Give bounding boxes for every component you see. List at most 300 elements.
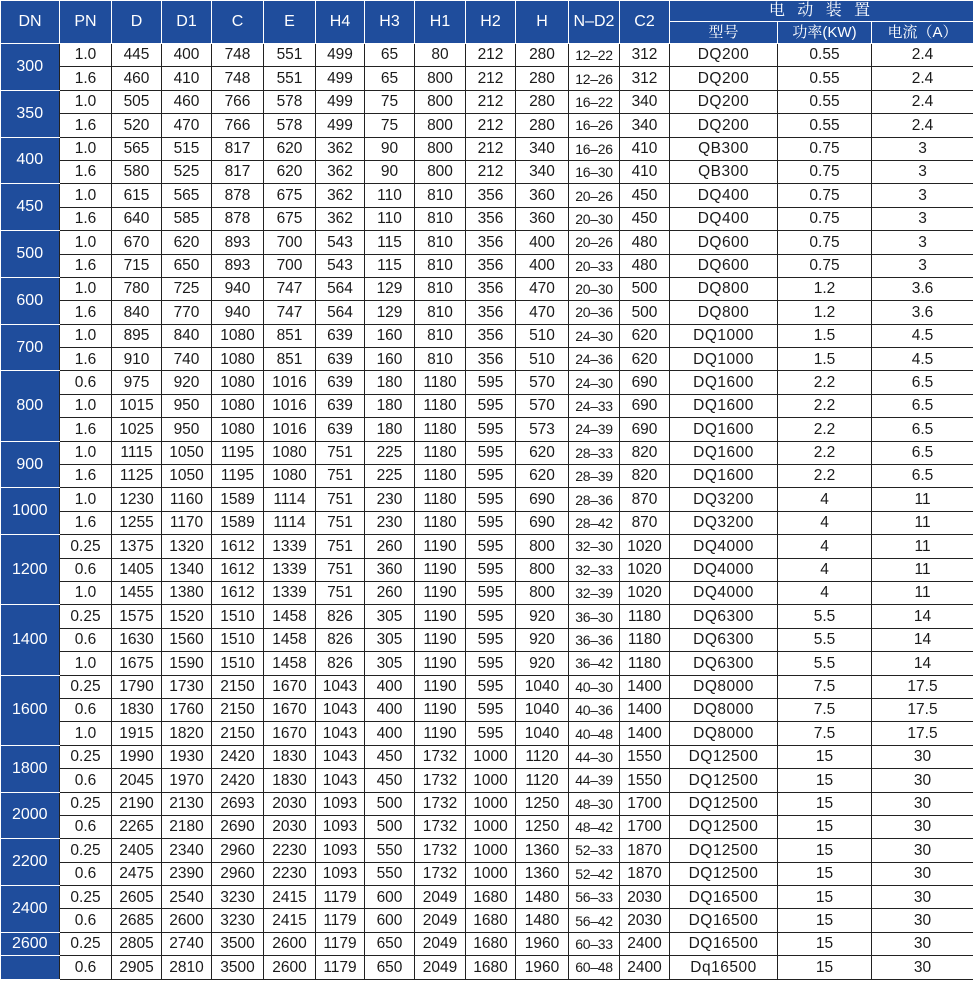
power-cell: 0.55	[778, 67, 872, 90]
table-row	[1, 675, 973, 698]
d1-cell: 1050	[162, 465, 212, 488]
table-row	[1, 371, 973, 394]
h3-cell: 450	[365, 769, 415, 792]
e-cell: 1670	[264, 698, 316, 721]
model-cell: QB300	[670, 160, 778, 183]
e-cell: 1016	[264, 371, 316, 394]
d-cell: 1025	[112, 418, 162, 441]
c-cell: 1510	[212, 628, 264, 651]
c2-cell: 2400	[620, 932, 670, 955]
power-cell: 7.5	[778, 722, 872, 745]
h4-cell: 543	[316, 254, 365, 277]
h1-cell: 800	[415, 137, 466, 160]
h-cell: 920	[516, 652, 569, 675]
e-cell: 700	[264, 231, 316, 254]
model-cell: DQ200	[670, 44, 778, 67]
h2-cell: 595	[466, 394, 516, 417]
h1-cell: 1180	[415, 465, 466, 488]
h2-cell: 212	[466, 137, 516, 160]
h2-cell: 212	[466, 160, 516, 183]
d1-cell: 410	[162, 67, 212, 90]
h3-cell: 500	[365, 792, 415, 815]
d1-cell: 950	[162, 394, 212, 417]
d1-cell: 1820	[162, 722, 212, 745]
nd2-cell: 44–30	[569, 745, 620, 768]
c-cell: 2690	[212, 815, 264, 838]
h2-cell: 595	[466, 465, 516, 488]
nd2-cell: 56–33	[569, 886, 620, 909]
e-cell: 747	[264, 301, 316, 324]
header-electric-device: 电 动 装 置	[670, 1, 973, 22]
c-cell: 940	[212, 277, 264, 300]
h3-cell: 230	[365, 511, 415, 534]
model-cell: DQ4000	[670, 581, 778, 604]
nd2-cell: 48–30	[569, 792, 620, 815]
nd2-cell: 24–30	[569, 371, 620, 394]
c2-cell: 1400	[620, 722, 670, 745]
power-cell: 7.5	[778, 675, 872, 698]
h-cell: 573	[516, 418, 569, 441]
c-cell: 1195	[212, 441, 264, 464]
d-cell: 1830	[112, 698, 162, 721]
power-cell: 1.5	[778, 348, 872, 371]
h4-cell: 751	[316, 535, 365, 558]
power-cell: 2.2	[778, 465, 872, 488]
d-cell: 715	[112, 254, 162, 277]
nd2-cell: 28–42	[569, 511, 620, 534]
dn-cell: 300	[1, 44, 60, 91]
h-cell: 340	[516, 160, 569, 183]
dn-cell: 500	[1, 231, 60, 278]
d-cell: 1790	[112, 675, 162, 698]
h3-cell: 225	[365, 465, 415, 488]
c-cell: 1612	[212, 581, 264, 604]
h4-cell: 639	[316, 348, 365, 371]
h2-cell: 1680	[466, 886, 516, 909]
table-row	[1, 114, 973, 137]
h4-cell: 826	[316, 605, 365, 628]
d-cell: 2475	[112, 862, 162, 885]
h-cell: 1040	[516, 722, 569, 745]
h1-cell: 1732	[415, 792, 466, 815]
current-cell: 11	[872, 488, 973, 511]
h4-cell: 1093	[316, 839, 365, 862]
table-row	[1, 488, 973, 511]
d-cell: 1990	[112, 745, 162, 768]
model-cell: DQ16500	[670, 909, 778, 932]
d1-cell: 2180	[162, 815, 212, 838]
h1-cell: 2049	[415, 932, 466, 955]
current-cell: 14	[872, 628, 973, 651]
pn-cell: 1.6	[60, 254, 112, 277]
e-cell: 1339	[264, 535, 316, 558]
d1-cell: 1560	[162, 628, 212, 651]
d-cell: 1125	[112, 465, 162, 488]
h3-cell: 115	[365, 231, 415, 254]
table-row	[1, 605, 973, 628]
h1-cell: 1180	[415, 441, 466, 464]
pn-cell: 1.0	[60, 441, 112, 464]
h1-cell: 2049	[415, 886, 466, 909]
model-cell: Dq16500	[670, 956, 778, 979]
h2-cell: 595	[466, 511, 516, 534]
e-cell: 1458	[264, 628, 316, 651]
e-cell: 2415	[264, 909, 316, 932]
d-cell: 670	[112, 231, 162, 254]
h1-cell: 1732	[415, 745, 466, 768]
e-cell: 1016	[264, 418, 316, 441]
power-cell: 0.75	[778, 254, 872, 277]
current-cell: 3	[872, 137, 973, 160]
c-cell: 748	[212, 44, 264, 67]
h2-cell: 1680	[466, 956, 516, 979]
h1-cell: 2049	[415, 956, 466, 979]
h4-cell: 1043	[316, 769, 365, 792]
h2-cell: 212	[466, 44, 516, 67]
d1-cell: 565	[162, 184, 212, 207]
pn-cell: 0.25	[60, 792, 112, 815]
c2-cell: 1550	[620, 745, 670, 768]
model-cell: DQ800	[670, 277, 778, 300]
d-cell: 2190	[112, 792, 162, 815]
pn-cell: 1.6	[60, 418, 112, 441]
d1-cell: 400	[162, 44, 212, 67]
model-cell: DQ4000	[670, 535, 778, 558]
h1-cell: 810	[415, 254, 466, 277]
dn-cell: 700	[1, 324, 60, 371]
table-row	[1, 745, 973, 768]
h-cell: 1480	[516, 909, 569, 932]
dn-cell: 1000	[1, 488, 60, 535]
power-cell: 15	[778, 932, 872, 955]
power-cell: 0.75	[778, 137, 872, 160]
c2-cell: 1400	[620, 675, 670, 698]
dn-cell: 400	[1, 137, 60, 184]
power-cell: 5.5	[778, 605, 872, 628]
c2-cell: 870	[620, 511, 670, 534]
model-cell: DQ200	[670, 67, 778, 90]
h3-cell: 600	[365, 909, 415, 932]
pn-cell: 0.6	[60, 909, 112, 932]
h1-cell: 1180	[415, 371, 466, 394]
pn-cell: 0.25	[60, 932, 112, 955]
d-cell: 520	[112, 114, 162, 137]
nd2-cell: 48–42	[569, 815, 620, 838]
c-cell: 2150	[212, 698, 264, 721]
nd2-cell: 20–36	[569, 301, 620, 324]
d1-cell: 470	[162, 114, 212, 137]
d1-cell: 650	[162, 254, 212, 277]
nd2-cell: 32–33	[569, 558, 620, 581]
model-cell: DQ1600	[670, 441, 778, 464]
h1-cell: 2049	[415, 909, 466, 932]
table-row	[1, 67, 973, 90]
h1-cell: 800	[415, 114, 466, 137]
power-cell: 15	[778, 769, 872, 792]
c-cell: 1080	[212, 348, 264, 371]
h3-cell: 65	[365, 44, 415, 67]
h2-cell: 595	[466, 698, 516, 721]
h1-cell: 810	[415, 324, 466, 347]
h-cell: 620	[516, 465, 569, 488]
current-cell: 4.5	[872, 324, 973, 347]
c2-cell: 480	[620, 231, 670, 254]
dn-cell: 1400	[1, 605, 60, 675]
h-cell: 280	[516, 90, 569, 113]
nd2-cell: 28–39	[569, 465, 620, 488]
table-row	[1, 652, 973, 675]
e-cell: 578	[264, 90, 316, 113]
h4-cell: 543	[316, 231, 365, 254]
e-cell: 1458	[264, 605, 316, 628]
e-cell: 2230	[264, 839, 316, 862]
c-cell: 1589	[212, 511, 264, 534]
h3-cell: 180	[365, 394, 415, 417]
h3-cell: 129	[365, 277, 415, 300]
current-cell: 17.5	[872, 675, 973, 698]
d-cell: 780	[112, 277, 162, 300]
current-cell: 30	[872, 815, 973, 838]
power-cell: 4	[778, 535, 872, 558]
c-cell: 2150	[212, 722, 264, 745]
d1-cell: 1760	[162, 698, 212, 721]
d-cell: 1915	[112, 722, 162, 745]
d1-cell: 740	[162, 348, 212, 371]
h3-cell: 305	[365, 652, 415, 675]
e-cell: 1114	[264, 511, 316, 534]
h3-cell: 260	[365, 535, 415, 558]
h-cell: 800	[516, 558, 569, 581]
c-cell: 817	[212, 160, 264, 183]
pn-cell: 1.6	[60, 207, 112, 230]
h4-cell: 1179	[316, 932, 365, 955]
h1-cell: 1180	[415, 488, 466, 511]
h2-cell: 595	[466, 628, 516, 651]
power-cell: 2.2	[778, 371, 872, 394]
current-cell: 30	[872, 769, 973, 792]
table-row	[1, 909, 973, 932]
c2-cell: 1180	[620, 628, 670, 651]
c-cell: 1510	[212, 605, 264, 628]
h4-cell: 751	[316, 441, 365, 464]
table-row	[1, 348, 973, 371]
c2-cell: 480	[620, 254, 670, 277]
c-cell: 1612	[212, 535, 264, 558]
dn-cell: 1200	[1, 535, 60, 605]
nd2-cell: 12–22	[569, 44, 620, 67]
c2-cell: 820	[620, 441, 670, 464]
e-cell: 1830	[264, 745, 316, 768]
dn-cell: 800	[1, 371, 60, 441]
dn-cell: 1600	[1, 675, 60, 745]
h-cell: 1960	[516, 956, 569, 979]
pn-cell: 0.6	[60, 862, 112, 885]
h2-cell: 1000	[466, 769, 516, 792]
c-cell: 1080	[212, 418, 264, 441]
header-d1: D1	[162, 1, 212, 44]
model-cell: DQ12500	[670, 745, 778, 768]
d-cell: 910	[112, 348, 162, 371]
power-cell: 1.2	[778, 277, 872, 300]
current-cell: 30	[872, 839, 973, 862]
h3-cell: 450	[365, 745, 415, 768]
power-cell: 0.75	[778, 184, 872, 207]
nd2-cell: 24–33	[569, 394, 620, 417]
dn-cell: 350	[1, 90, 60, 137]
h1-cell: 810	[415, 184, 466, 207]
current-cell: 6.5	[872, 418, 973, 441]
table-row	[1, 698, 973, 721]
pn-cell: 0.25	[60, 839, 112, 862]
pn-cell: 1.0	[60, 277, 112, 300]
h1-cell: 1732	[415, 862, 466, 885]
h2-cell: 212	[466, 90, 516, 113]
h-cell: 620	[516, 441, 569, 464]
c2-cell: 340	[620, 114, 670, 137]
nd2-cell: 20–30	[569, 207, 620, 230]
h4-cell: 826	[316, 652, 365, 675]
pn-cell: 1.0	[60, 44, 112, 67]
c2-cell: 1870	[620, 839, 670, 862]
pn-cell: 0.6	[60, 956, 112, 979]
d-cell: 2805	[112, 932, 162, 955]
model-cell: DQ3200	[670, 511, 778, 534]
pn-cell: 1.6	[60, 114, 112, 137]
pn-cell: 1.6	[60, 160, 112, 183]
pn-cell: 1.0	[60, 231, 112, 254]
h1-cell: 810	[415, 301, 466, 324]
d-cell: 615	[112, 184, 162, 207]
table-row	[1, 792, 973, 815]
h2-cell: 212	[466, 67, 516, 90]
power-cell: 0.55	[778, 114, 872, 137]
dn-cell: 2200	[1, 839, 60, 886]
d1-cell: 1930	[162, 745, 212, 768]
c2-cell: 1020	[620, 558, 670, 581]
d1-cell: 2340	[162, 839, 212, 862]
table-row	[1, 44, 973, 67]
model-cell: DQ3200	[670, 488, 778, 511]
e-cell: 2600	[264, 932, 316, 955]
nd2-cell: 36–42	[569, 652, 620, 675]
h1-cell: 1732	[415, 815, 466, 838]
pn-cell: 0.25	[60, 675, 112, 698]
pn-cell: 1.6	[60, 511, 112, 534]
header-h3: H3	[365, 1, 415, 44]
e-cell: 747	[264, 277, 316, 300]
nd2-cell: 32–39	[569, 581, 620, 604]
h-cell: 690	[516, 488, 569, 511]
c-cell: 1080	[212, 394, 264, 417]
pn-cell: 0.25	[60, 886, 112, 909]
d1-cell: 1160	[162, 488, 212, 511]
c2-cell: 620	[620, 324, 670, 347]
model-cell: DQ16500	[670, 932, 778, 955]
power-cell: 7.5	[778, 698, 872, 721]
h1-cell: 800	[415, 67, 466, 90]
c2-cell: 450	[620, 184, 670, 207]
current-cell: 3.6	[872, 277, 973, 300]
h2-cell: 595	[466, 418, 516, 441]
model-cell: DQ200	[670, 90, 778, 113]
h4-cell: 1093	[316, 815, 365, 838]
h1-cell: 810	[415, 277, 466, 300]
nd2-cell: 28–36	[569, 488, 620, 511]
h3-cell: 75	[365, 114, 415, 137]
current-cell: 30	[872, 862, 973, 885]
h3-cell: 650	[365, 956, 415, 979]
table-row	[1, 254, 973, 277]
h-cell: 800	[516, 535, 569, 558]
h4-cell: 1043	[316, 745, 365, 768]
pn-cell: 1.6	[60, 348, 112, 371]
d1-cell: 515	[162, 137, 212, 160]
h3-cell: 400	[365, 698, 415, 721]
nd2-cell: 16–30	[569, 160, 620, 183]
model-cell: DQ1000	[670, 348, 778, 371]
current-cell: 30	[872, 909, 973, 932]
c-cell: 2150	[212, 675, 264, 698]
c2-cell: 1180	[620, 605, 670, 628]
nd2-cell: 36–30	[569, 605, 620, 628]
h3-cell: 110	[365, 207, 415, 230]
current-cell: 30	[872, 956, 973, 979]
current-cell: 11	[872, 511, 973, 534]
h1-cell: 1180	[415, 511, 466, 534]
c2-cell: 1550	[620, 769, 670, 792]
current-cell: 30	[872, 792, 973, 815]
h4-cell: 639	[316, 418, 365, 441]
d-cell: 1230	[112, 488, 162, 511]
table-row	[1, 277, 973, 300]
current-cell: 30	[872, 745, 973, 768]
header-h4: H4	[316, 1, 365, 44]
current-cell: 3	[872, 231, 973, 254]
power-cell: 0.75	[778, 207, 872, 230]
d-cell: 2045	[112, 769, 162, 792]
pn-cell: 1.0	[60, 581, 112, 604]
nd2-cell: 40–30	[569, 675, 620, 698]
current-cell: 2.4	[872, 44, 973, 67]
d1-cell: 2600	[162, 909, 212, 932]
d-cell: 445	[112, 44, 162, 67]
h4-cell: 1179	[316, 909, 365, 932]
h3-cell: 260	[365, 581, 415, 604]
power-cell: 0.75	[778, 160, 872, 183]
h3-cell: 360	[365, 558, 415, 581]
h2-cell: 356	[466, 277, 516, 300]
current-cell: 14	[872, 605, 973, 628]
pn-cell: 1.0	[60, 90, 112, 113]
d-cell: 2265	[112, 815, 162, 838]
d1-cell: 840	[162, 324, 212, 347]
e-cell: 2030	[264, 792, 316, 815]
h3-cell: 650	[365, 932, 415, 955]
h1-cell: 810	[415, 207, 466, 230]
nd2-cell: 32–30	[569, 535, 620, 558]
model-cell: DQ400	[670, 207, 778, 230]
h1-cell: 1190	[415, 675, 466, 698]
h2-cell: 595	[466, 558, 516, 581]
h-cell: 360	[516, 184, 569, 207]
h2-cell: 1000	[466, 745, 516, 768]
h3-cell: 115	[365, 254, 415, 277]
h2-cell: 595	[466, 535, 516, 558]
power-cell: 4	[778, 488, 872, 511]
header-d: D	[112, 1, 162, 44]
c-cell: 3500	[212, 932, 264, 955]
dn-cell: 450	[1, 184, 60, 231]
